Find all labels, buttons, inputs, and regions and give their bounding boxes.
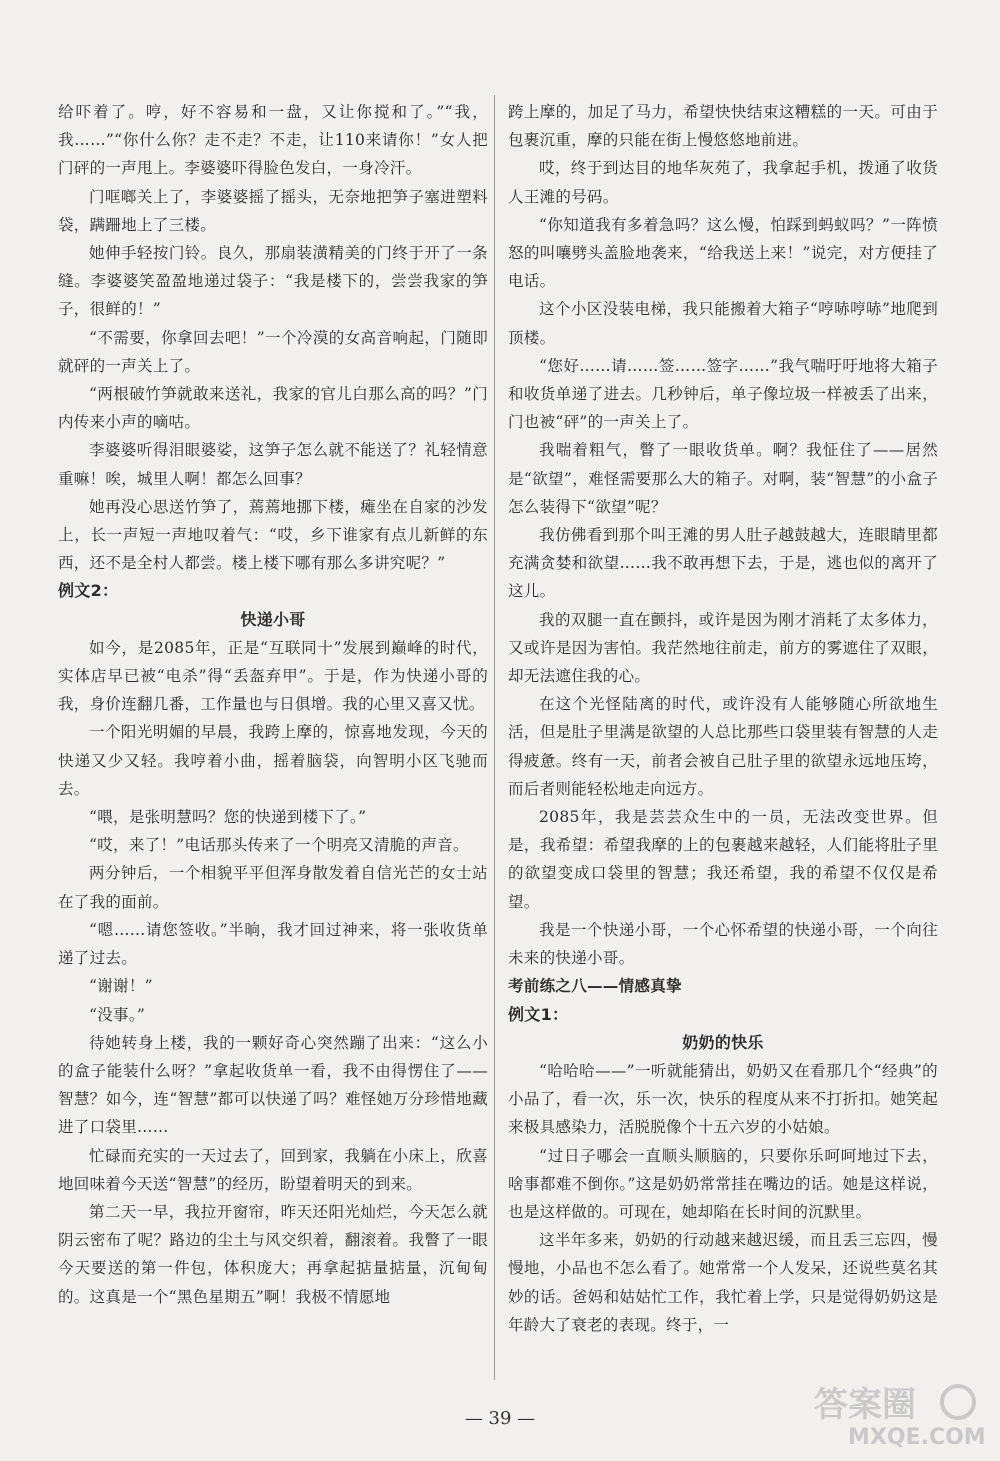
paragraph: 李婆婆听得泪眼婆娑，这笋子怎么就不能送了？礼轻情意重嘛！唉，城里人啊！都怎么回事？ [58, 441, 488, 488]
example-label: 例文2： [58, 581, 119, 601]
paragraph: 在这个光怪陆离的时代，或许没有人能够随心所欲地生活，但是肚子里满是欲望的人总比那些口袋里装有智慧的人走得疲惫。终有一天，前者会被自己肚子里的欲望永远地压垮，而后者则能轻松地走向远方。 [508, 695, 938, 798]
paragraph: 忙碌而充实的一天过去了，回到家，我躺在小床上，欣喜地回味着今天送“智慧”的经历，盼望着明天的到来。 [58, 1146, 488, 1193]
left-column [58, 98, 488, 1311]
paragraph: 门哐啷关上了，李婆婆摇了摇头，无奈地把笋子塞进塑料袋，蹒跚地上了三楼。 [58, 187, 488, 234]
watermark-logo [808, 1380, 988, 1452]
paragraph: 她伸手轻按门铃。良久，那扇装潢精美的门终于开了一条缝。李婆婆笑盈盈地递过袋子：“我是楼下的，尝尝我家的笋子，很鲜的！” [58, 244, 488, 319]
paragraph: 第二天一早，我拉开窗帘，昨天还阳光灿烂，今天怎么就阴云密布了呢？路边的尘土与风交织着，翻滚着。我瞥了一眼今天要送的第一件包，体积庞大；再拿起掂量掂量，沉甸甸的。这真是一个“黑色星期五”啊！我极不情愿地 [58, 1202, 488, 1306]
paragraph: “哎，来了！”电话那头传来了一个明亮又清脆的声音。 [89, 836, 469, 855]
paragraph: “喂，是张明慧吗？您的快递到楼下了。” [89, 808, 367, 827]
paragraph: 这个小区没装电梯，我只能搬着大箱子“哼哧哼哧”地爬到顶楼。 [508, 300, 938, 347]
paragraph-continuation: 跨上摩的，加足了马力，希望快快结束这糟糕的一天。可由于包裹沉重，摩的只能在街上慢悠悠地前进。 [508, 103, 938, 150]
paragraph-continuation: 给吓着了。哼，好不容易和一盘，又让你搅和了。”“我，我……”“你什么你？走不走？不走，让110来请你！”女人把门砰的一声甩上。李婆婆吓得脸色发白，一身冷汗。 [58, 103, 488, 178]
paragraph: “嗯……请您签收。”半晌，我才回过神来，将一张收货单递了过去。 [58, 920, 488, 968]
paragraph: “你知道我有多着急吗？这么慢，怕踩到蚂蚁吗？”一阵愤怒的叫嚷劈头盖脸地袭来，“给我送上来！”说完，对方便挂了电话。 [508, 215, 938, 291]
paragraph: “过日子哪会一直顺头顺脑的，只要你乐呵呵地过下去，啥事都难不倒你。”这是奶奶常常挂在嘴边的话。她是这样说，也是这样做的。可现在，她却陷在长时间的沉默里。 [508, 1146, 938, 1221]
paragraph: “没事。” [89, 1005, 146, 1024]
paragraph: 我仿佛看到那个叫王滩的男人肚子越鼓越大，连眼睛里都充满贪婪和欲望……我不敢再想下去，于是，逃也似的离开了这儿。 [508, 526, 938, 601]
paragraph: “哈哈哈——”一听就能猜出，奶奶又在看那几个“经典”的小品了，看一次，乐一次，快乐的程度从来不打折扣。她笑起来极具感染力，活脱脱像个十五六岁的小姑娘。 [508, 1061, 938, 1137]
page-number: — 39 — [464, 1408, 536, 1429]
paragraph: 这半年多来，奶奶的行动越来越迟缓，而且丢三忘四，慢慢地，小品也不怎么看了。她常常一个人发呆，还说些莫名其妙的话。爸妈和姑姑忙工作，我忙着上学，只是觉得奶奶这是年龄大了衰老的表现。终于，一 [508, 1231, 938, 1334]
paragraph: 一个阳光明媚的早晨，我跨上摩的，惊喜地发现，今天的快递又少又轻。我哼着小曲，摇着脑袋，向智明小区飞驰而去。 [58, 723, 488, 798]
essay-title: 奶奶的快乐 [682, 1032, 764, 1052]
paragraph: “不需要，你拿回去吧！”一个冷漠的女高音响起，门随即就砰的一声关上了。 [58, 328, 488, 375]
paragraph: 两分钟后，一个相貌平平但浑身散发着自信光芒的女士站在了我的面前。 [58, 864, 488, 911]
example-label: 例文1： [508, 1004, 569, 1024]
paragraph: “两根破竹笋就敢来送礼，我家的官儿白那么高的吗？”门内传来小声的嘀咕。 [58, 385, 488, 432]
paragraph: 我的双腿一直在颤抖，或许是因为刚才消耗了太多体力，又或许是因为害怕。我茫然地往前走，前方的雾遮住了双眼，却无法遮住我的心。 [508, 610, 938, 686]
column-divider [494, 95, 495, 1380]
paragraph: “您好……请……签……签字……”我气喘吁吁地将大箱子和收货单递了进去。几秒钟后，单子像垃圾一样被丢了出来，门也被“砰”的一声关上了。 [508, 356, 938, 432]
paragraph: 她再没心思送竹笋了，蔫蔫地挪下楼，瘫坐在自家的沙发上，长一声短一声地叹着气：“哎，乡下谁家有点儿新鲜的东西，还不是全村人都尝。楼上楼下哪有那么多讲究呢？” [58, 497, 488, 573]
paragraph: “谢谢！” [89, 977, 153, 996]
paragraph: 待她转身上楼，我的一颗好奇心突然蹦了出来：“这么小的盒子能装什么呀？”拿起收货单一看，我不由得愣住了——智慧？如今，连“智慧”都可以快递了吗？难怪她万分珍惜地藏进了口袋里…… [58, 1033, 488, 1137]
right-column [508, 98, 938, 1339]
svg-text:答案圈: 答案圈 [814, 1385, 916, 1425]
paragraph: 哎，终于到达目的地华灰苑了，我拿起手机，拨通了收货人王滩的号码。 [508, 159, 938, 206]
essay-title: 快递小哥 [240, 609, 306, 629]
svg-text:MXQE.COM: MXQE.COM [848, 1425, 986, 1450]
paragraph: 如今，是2085年，正是“互联同十”发展到巅峰的时代，实体店早已被“电杀”得“丢盔弃甲”。于是，作为快递小哥的我，身价连翻几番，工作量也与日俱增。我的心里又喜又忧。 [58, 638, 488, 714]
section-heading: 考前练之八——情感真挚 [508, 977, 682, 996]
paragraph: 2085年，我是芸芸众生中的一员，无法改变世界。但是，我希望：希望我摩的上的包裹越来越轻，人们能将肚子里的欲望变成口袋里的智慧；我还希望，我的希望不仅仅是希望。 [508, 808, 938, 911]
paragraph: 我是一个快递小哥，一个心怀希望的快递小哥，一个向往未来的快递小哥。 [508, 920, 938, 968]
paragraph: 我喘着粗气，瞥了一眼收货单。啊？我怔住了——居然是“欲望”，难怪需要那么大的箱子。对啊，装“智慧”的小盒子怎么装得下“欲望”呢？ [508, 441, 938, 516]
